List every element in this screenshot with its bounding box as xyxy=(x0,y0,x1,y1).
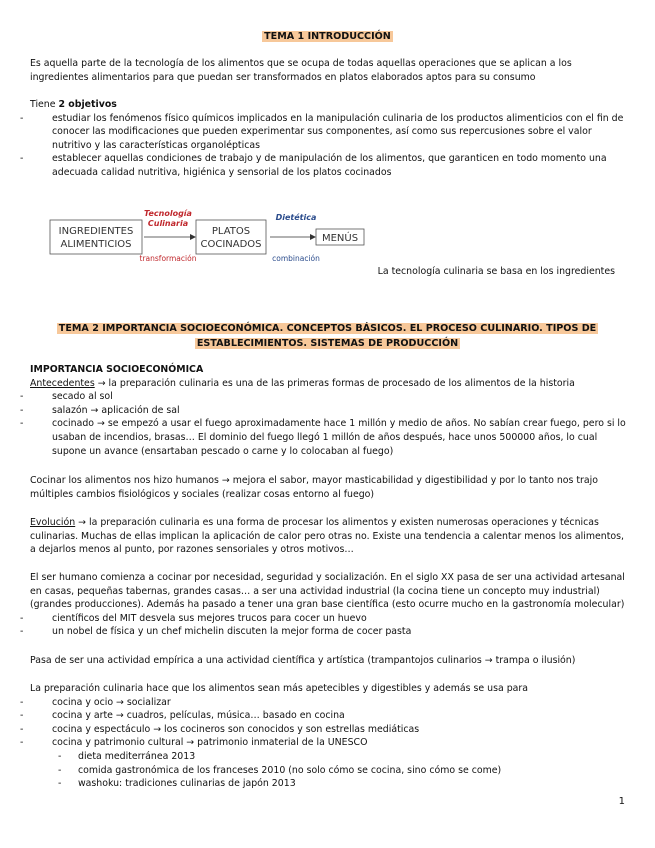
tema1-intro: Es aquella parte de la tecnología de los alimentos que se ocupa de todas aquellas operaciones que se aplican a los ingredientes alimentarios para que puedan ser transformados en platos elaborados aptos para su consumo xyxy=(30,58,572,83)
patrimonio-item: - dieta mediterránea 2013 xyxy=(0,750,630,764)
cocinar-paragraph: Cocinar los alimentos nos hizo humanos → mejora el sabor, mayor masticabilidad y digestibilidad y por lo tanto nos trajo múltiples cambios fisiológicos y sociales (realizar cosas entorno al fuego) xyxy=(30,475,598,500)
patrimonio-item: - comida gastronómica de los franceses 2010 (no solo cómo se cocina, sino cómo se come) xyxy=(0,764,630,778)
preparacion-item: - cocina y arte → cuadros, películas, música… basado en cocina xyxy=(0,709,630,723)
ser-humano-section xyxy=(30,571,630,639)
objetivo-item: - establecer aquellas condiciones de trabajo y de manipulación de los alimentos, que garanticen en todo momento una adecuada calidad nutritiva, higiénica y sensorial de los platos cocinados xyxy=(0,152,630,179)
tema1-title: TEMA 1 INTRODUCCIÓN xyxy=(264,31,391,42)
label-culinaria: Culinaria xyxy=(147,219,189,228)
label-dietetica: Dietética xyxy=(275,213,317,222)
label-tecnologia: Tecnología xyxy=(144,209,192,218)
preparacion-item: - cocina y espectáculo → los cocineros son conocidos y son estrellas mediáticas xyxy=(0,723,630,737)
arrow-2-head xyxy=(310,234,316,240)
ser-humano-paragraph: El ser humano comienza a cocinar por necesidad, seguridad y socialización. En el siglo XX pasa de ser una actividad artesanal en casas, pequeñas tabernas, grandes casas… a ser una actividad industrial (la cocina tiene un concepto muy industrial) (grandes producciones). Además ha pasado a tener una gran base científica (esto ocurre mucho en la gastronomía molecular) xyxy=(30,572,625,611)
diagram-caption: La tecnología culinaria se basa en los ingredientes xyxy=(377,266,615,277)
box2-line2: COCINADOS xyxy=(200,239,262,250)
antecedentes-list xyxy=(0,390,630,458)
ser-humano-list xyxy=(0,612,630,639)
preparacion-item: - cocina y patrimonio cultural → patrimonio inmaterial de la UNESCO xyxy=(0,736,630,750)
patrimonio-item: - washoku: tradiciones culinarias de japón 2013 xyxy=(0,777,630,791)
box1-line1: INGREDIENTES xyxy=(58,226,134,237)
antecedente-item: - secado al sol xyxy=(0,390,630,404)
empirica-paragraph: Pasa de ser una actividad empírica a una actividad científica y artística (trampantojos culinarios → trampa o ilusión) xyxy=(30,655,576,666)
objetivos-list xyxy=(0,112,630,180)
arrow-1-head xyxy=(190,234,196,240)
preparacion-section xyxy=(30,682,630,791)
antecedentes-line: Antecedentes → la preparación culinaria es una de las primeras formas de procesado de los alimentos de la historia xyxy=(30,377,575,389)
importancia-heading: IMPORTANCIA SOCIOECONÓMICA xyxy=(30,364,204,375)
antecedente-item: - salazón → aplicación de sal xyxy=(0,404,630,418)
preparacion-paragraph: La preparación culinaria hace que los alimentos sean más apetecibles y digestibles y además se usa para xyxy=(30,683,528,694)
tema1-objetivos xyxy=(30,98,630,180)
importancia-section xyxy=(30,363,630,458)
page-number: 1 xyxy=(618,796,625,807)
label-transformacion: transformación xyxy=(139,254,197,263)
box1-line2: ALIMENTICIOS xyxy=(60,239,132,250)
ser-humano-item: - científicos del MIT desvela sus mejores trucos para cocer un huevo xyxy=(0,612,630,626)
label-combinacion: combinación xyxy=(272,254,320,263)
tema2-title: TEMA 2 IMPORTANCIA SOCIOECONÓMICA. CONCEPTOS BÁSICOS. EL PROCESO CULINARIO. TIPOS DE ESTABLECIMIENTOS. SISTEMAS DE PRODUCCIÓN xyxy=(58,323,597,349)
objetivo-item: - estudiar los fenómenos físico químicos implicados en la manipulación culinaria de los productos alimenticios con el fin de conocer las modificaciones que pueden experimentar sus componentes, así como sus repercusiones sobre el valor nutritivo y las características organolépticas xyxy=(0,112,630,153)
preparacion-list xyxy=(0,696,630,750)
process-diagram xyxy=(44,204,374,266)
ser-humano-item: - un nobel de física y un chef michelin discuten la mejor forma de cocer pasta xyxy=(0,625,630,639)
box3-label: MENÚS xyxy=(321,233,359,244)
objetivos-heading: Tiene 2 objetivos xyxy=(30,99,117,110)
preparacion-item: - cocina y ocio → socializar xyxy=(0,696,630,710)
evolucion-paragraph: Evolución → la preparación culinaria es una forma de procesar los alimentos y existen numerosas operaciones y técnicas culinarias. Muchas de ellas implican la aplicación de calor pero otras no. Existe una tendencia a calentar menos los alimentos, a dejarlos menos al punto, por razones sensoriales y otros motivos… xyxy=(30,517,624,556)
box2-line1: PLATOS xyxy=(211,226,251,237)
patrimonio-list xyxy=(0,750,630,791)
antecedente-item: - cocinado → se empezó a usar el fuego aproximadamente hace 1 millón y medio de años. No sabían crear fuego, pero si lo usaban de incendios, brasas… El dominio del fuego llegó 1 millón de años después, hace unos 500000 años, lo cual supone un avance (ensartaban pescado o carne y lo colocaban al fuego) xyxy=(0,417,630,458)
